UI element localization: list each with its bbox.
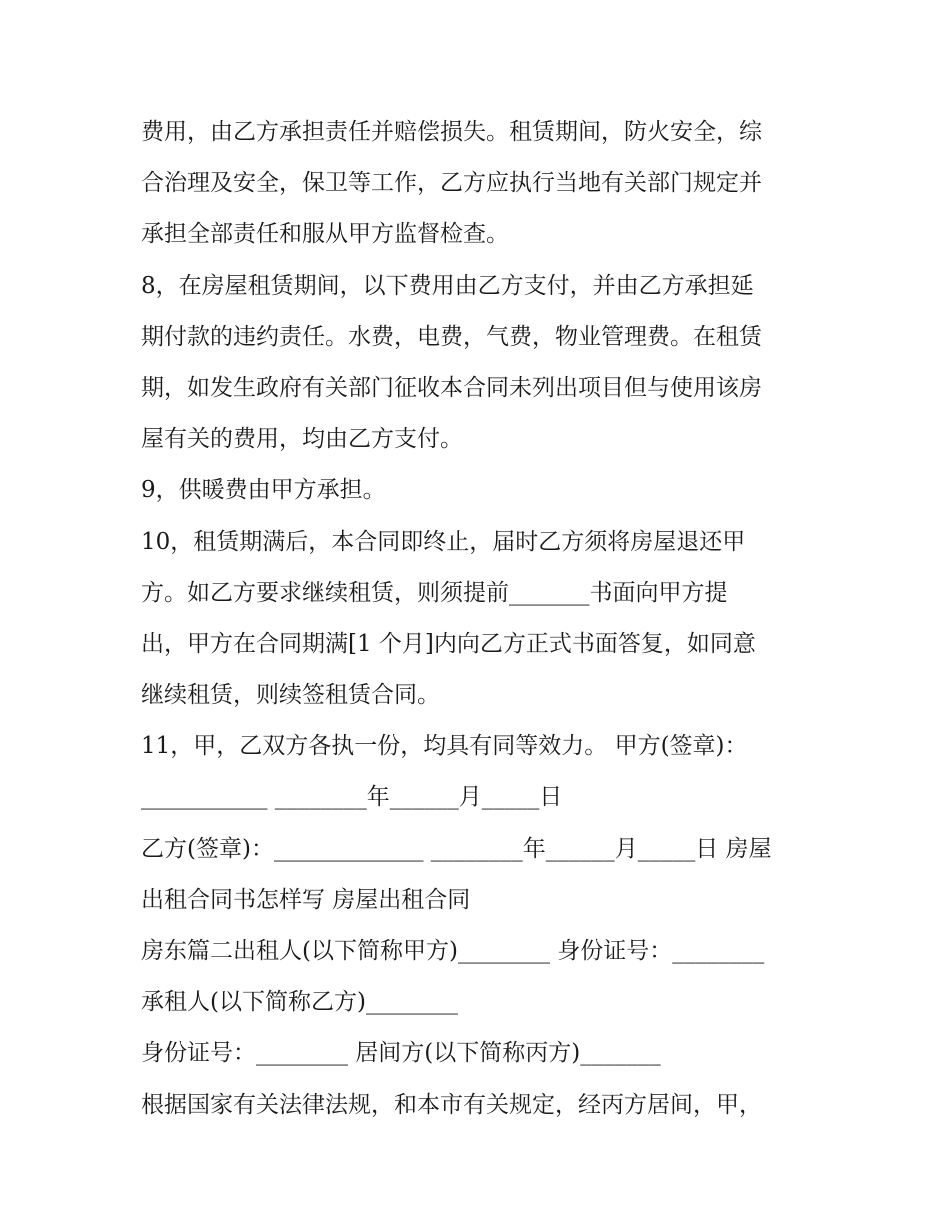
section-title-line: 出租合同书怎样写 房屋出租合同: [141, 886, 471, 913]
text-line: 方。如乙方要求继续租赁，则须提前_______书面向甲方提: [141, 579, 728, 606]
text-line: 期，如发生政府有关部门征收本合同未列出项目但与使用该房: [141, 374, 762, 401]
clause-8-line: 8，在房屋租赁期间，以下费用由乙方支付，并由乙方承担延: [141, 272, 754, 299]
contract-text: [141, 107, 821, 1131]
lessor-line: 房东篇二出租人(以下简称甲方)________ 身份证号：________: [141, 938, 765, 964]
text-line: 期付款的违约责任。水费，电费，气费，物业管理费。在租赁: [141, 323, 762, 350]
clause-9-line: 9，供暖费由甲方承担。: [141, 477, 386, 504]
party-a-signature-date-line: ___________ ________年______月_____日: [141, 784, 563, 811]
clause-11-line: 11，甲，乙双方各执一份，均具有同等效力。 甲方(签章)：: [141, 733, 748, 760]
text-line: 合治理及安全，保卫等工作，乙方应执行当地有关部门规定并: [141, 170, 762, 197]
text-line: 承担全部责任和服从甲方监督检查。: [141, 221, 509, 248]
text-line: 费用，由乙方承担责任并赔偿损失。租赁期间，防火安全，综: [141, 119, 762, 145]
lessee-line: 承租人(以下简称乙方)________: [141, 989, 458, 1016]
text-line: 根据国家有关法律法规，和本市有关规定，经丙方居间，甲，: [141, 1091, 762, 1118]
text-line: 继续租赁，则续签租赁合同。: [141, 682, 440, 709]
text-line: 出，甲方在合同期满[1 个月]内向乙方正式书面答复，如同意: [141, 630, 756, 657]
id-and-intermediary-line: 身份证号：________ 居间方(以下简称丙方)_______: [141, 1040, 661, 1067]
text-line: 屋有关的费用，均由乙方支付。: [141, 426, 463, 453]
party-b-signature-line: 乙方(签章)：_____________ ________年______月_____日 房屋: [141, 835, 772, 862]
clause-10-line: 10，租赁期满后，本合同即终止，届时乙方须将房屋退还甲: [141, 528, 746, 555]
